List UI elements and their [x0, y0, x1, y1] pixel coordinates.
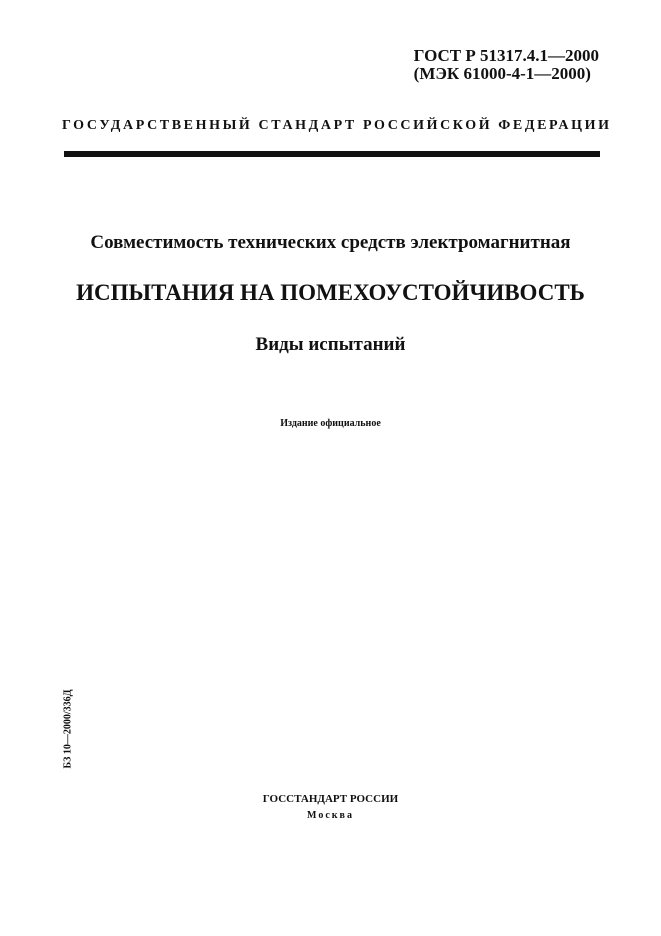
agency-heading: ГОСУДАРСТВЕННЫЙ СТАНДАРТ РОССИЙСКОЙ ФЕДЕРАЦИИ: [62, 118, 612, 133]
title-line-3: Виды испытаний: [255, 334, 406, 355]
edition-note: Издание официальное: [280, 418, 381, 429]
standard-designation: [414, 47, 599, 83]
iec-number-text: (МЭК 61000-4-1—2000): [413, 64, 591, 83]
horizontal-rule: [64, 151, 600, 157]
publisher-city: Москва: [307, 810, 354, 821]
publisher-name: ГОССТАНДАРТ РОССИИ: [262, 793, 399, 805]
gost-number-text: ГОСТ Р 51317.4.1—2000: [413, 46, 599, 65]
side-code: БЗ 10—2000/336Д: [62, 689, 74, 769]
title-line-2: ИСПЫТАНИЯ НА ПОМЕХОУСТОЙЧИВОСТЬ: [76, 280, 585, 305]
title-line-1: Совместимость технических средств электромагнитная: [90, 232, 571, 253]
